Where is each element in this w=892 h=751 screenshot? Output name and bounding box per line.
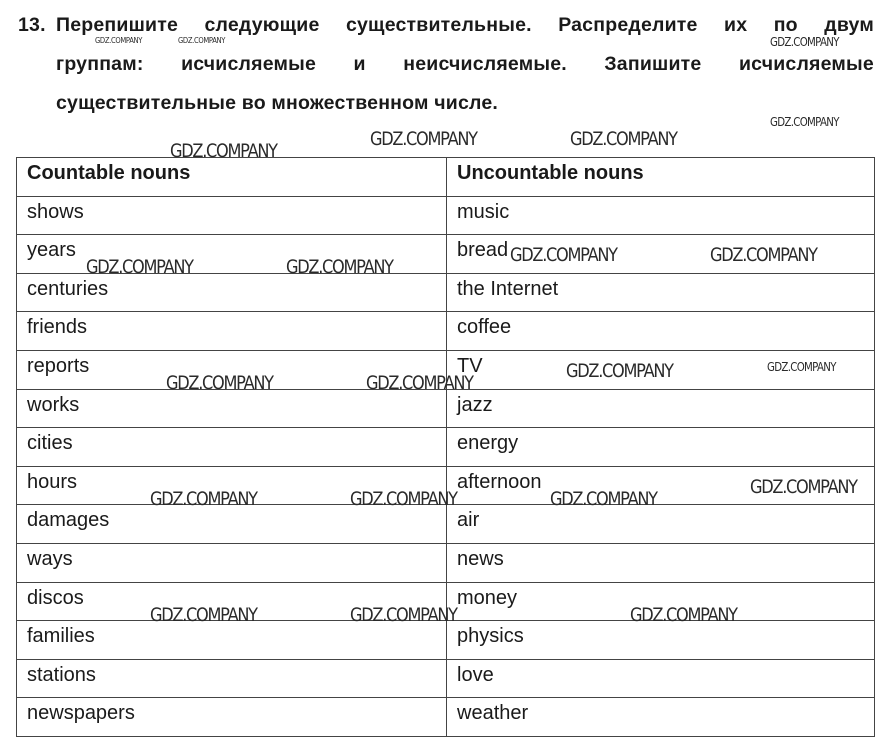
table-row xyxy=(17,466,875,505)
countable-cell: years xyxy=(17,235,447,274)
watermark: GDZ.COMPANY xyxy=(350,604,457,626)
countable-cell: reports xyxy=(17,350,447,389)
uncountable-cell: weather xyxy=(447,698,875,737)
task-line-2 xyxy=(18,45,874,84)
table-row xyxy=(17,659,875,698)
watermark: GDZ.COMPANY xyxy=(150,604,257,626)
uncountable-cell: the Internet xyxy=(447,273,875,312)
watermark: GDZ.COMPANY xyxy=(370,128,477,150)
uncountable-cell: afternoon xyxy=(447,466,875,505)
uncountable-cell: physics xyxy=(447,621,875,660)
uncountable-cell: coffee xyxy=(447,312,875,351)
table-row xyxy=(17,273,875,312)
task-word: Запишите xyxy=(604,53,702,75)
task-word: Распределите xyxy=(558,14,698,36)
watermark: GDZ.COMPANY xyxy=(750,476,857,498)
countable-cell: works xyxy=(17,389,447,428)
uncountable-header: Uncountable nouns xyxy=(447,158,875,197)
table-row xyxy=(17,350,875,389)
countable-cell: damages xyxy=(17,505,447,544)
task-text xyxy=(18,6,874,123)
task-word: исчисляемые xyxy=(738,53,874,75)
watermark: GDZ.COMPANY xyxy=(166,372,273,394)
watermark: GDZ.COMPANY xyxy=(566,360,673,382)
uncountable-cell: air xyxy=(447,505,875,544)
countable-cell: cities xyxy=(17,428,447,467)
task-word: неисчисляемые. xyxy=(403,53,567,75)
table-row xyxy=(17,621,875,660)
table-row xyxy=(17,389,875,428)
countable-cell: hours xyxy=(17,466,447,505)
uncountable-cell: TV xyxy=(447,350,875,389)
watermark: GDZ.COMPANY xyxy=(150,488,257,510)
task-word: группам: xyxy=(56,53,144,75)
watermark: GDZ.COMPANY xyxy=(710,244,817,266)
watermark: GDZ.COMPANY xyxy=(178,36,226,45)
task-word: исчисляемые xyxy=(181,53,317,75)
countable-cell: families xyxy=(17,621,447,660)
watermark: GDZ.COMPANY xyxy=(767,360,836,374)
countable-cell: newspapers xyxy=(17,698,447,737)
countable-cell: friends xyxy=(17,312,447,351)
uncountable-cell: bread xyxy=(447,235,875,274)
watermark: GDZ.COMPANY xyxy=(350,488,457,510)
table-header-row xyxy=(17,158,875,197)
uncountable-cell: news xyxy=(447,543,875,582)
countable-cell: shows xyxy=(17,196,447,235)
watermark: GDZ.COMPANY xyxy=(770,115,839,129)
table-row xyxy=(17,428,875,467)
watermark: GDZ.COMPANY xyxy=(86,256,193,278)
uncountable-cell: music xyxy=(447,196,875,235)
task-number: 13. xyxy=(18,14,46,36)
task-word: по xyxy=(773,14,798,36)
task-word: двум xyxy=(824,14,874,36)
table-row xyxy=(17,235,875,274)
task-word: и xyxy=(353,53,366,75)
task-word: их xyxy=(724,14,748,36)
task-line-1 xyxy=(18,6,874,45)
table-row xyxy=(17,196,875,235)
watermark: GDZ.COMPANY xyxy=(510,244,617,266)
task-line-3: существительные во множественном числе. xyxy=(56,92,499,114)
table-row xyxy=(17,543,875,582)
table-row xyxy=(17,582,875,621)
countable-cell: stations xyxy=(17,659,447,698)
countable-header: Countable nouns xyxy=(17,158,447,197)
watermark: GDZ.COMPANY xyxy=(170,140,277,162)
uncountable-cell: love xyxy=(447,659,875,698)
table-row xyxy=(17,505,875,544)
task-word: Перепишите xyxy=(56,14,179,36)
countable-cell: discos xyxy=(17,582,447,621)
countable-cell: ways xyxy=(17,543,447,582)
countable-cell: centuries xyxy=(17,273,447,312)
watermark: GDZ.COMPANY xyxy=(286,256,393,278)
watermark: GDZ.COMPANY xyxy=(95,36,143,45)
uncountable-cell: money xyxy=(447,582,875,621)
table-row xyxy=(17,698,875,737)
table-row xyxy=(17,312,875,351)
task-word: существительные. xyxy=(345,14,532,36)
uncountable-cell: jazz xyxy=(447,389,875,428)
watermark: GDZ.COMPANY xyxy=(770,35,839,49)
nouns-table xyxy=(16,157,875,737)
watermark: GDZ.COMPANY xyxy=(366,372,473,394)
watermark: GDZ.COMPANY xyxy=(550,488,657,510)
uncountable-cell: energy xyxy=(447,428,875,467)
watermark: GDZ.COMPANY xyxy=(630,604,737,626)
watermark: GDZ.COMPANY xyxy=(570,128,677,150)
task-word: следующие xyxy=(204,14,320,36)
